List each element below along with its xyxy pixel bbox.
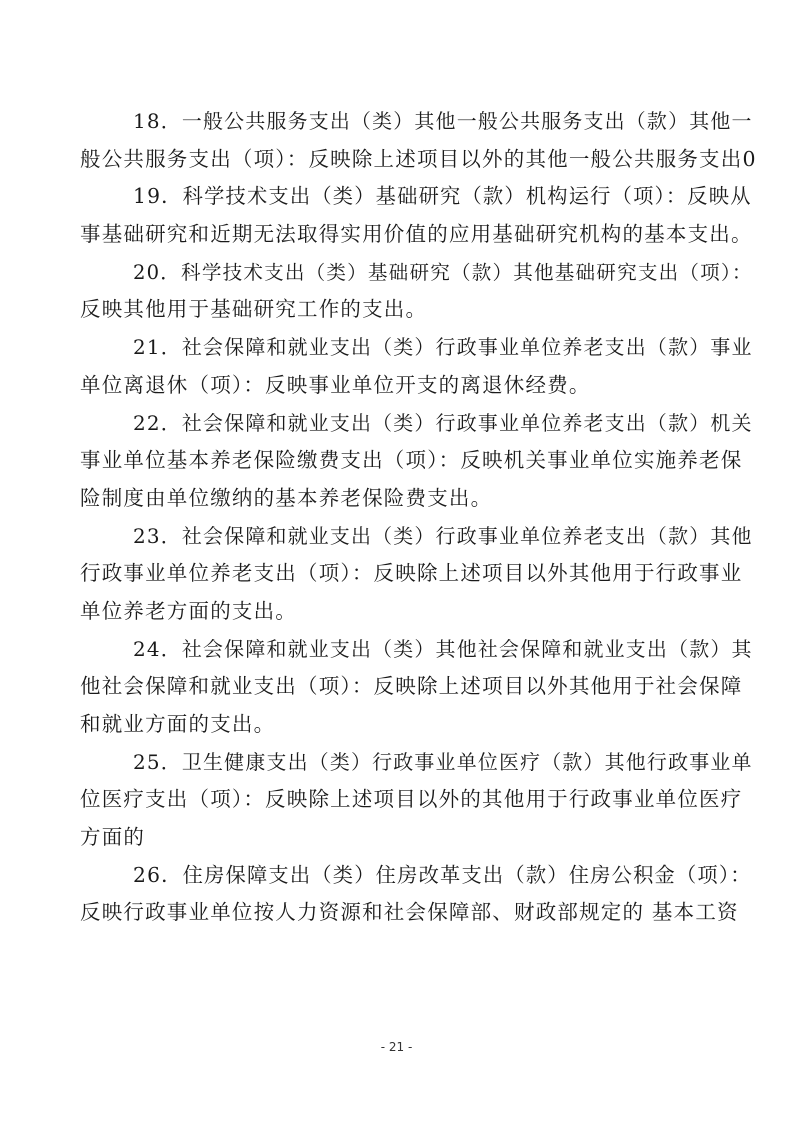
paragraph-line: 20．科学技术支出（类）基础研究（款）其他基础研究支出（项）： bbox=[133, 260, 753, 284]
paragraph-line: 反映其他用于基础研究工作的支出。 bbox=[80, 297, 428, 322]
paragraph-line: 18．一般公共服务支出（类）其他一般公共服务支出（款）其他一 bbox=[133, 109, 753, 133]
paragraph-line: 21．社会保障和就业支出（类）行政事业单位养老支出（款）事业 bbox=[133, 335, 753, 360]
paragraph-line: 事业单位基本养老保险缴费支出（项）：反映机关事业单位实施养老保 bbox=[80, 448, 743, 473]
paragraph-line: 般公共服务支出（项）：反映除上述项目以外的其他一般公共服务支出0 bbox=[80, 146, 757, 171]
paragraph-line: 单位养老方面的支出。 bbox=[80, 598, 297, 623]
paragraph-line: 25．卫生健康支出（类）行政事业单位医疗（款）其他行政事业单 bbox=[133, 749, 753, 774]
paragraph-line: 行政事业单位养老支出（项）：反映除上述项目以外其他用于行政事业 bbox=[80, 561, 743, 586]
paragraph-line: 反映行政事业单位按人力资源和社会保障部、财政部规定的 基本工资 bbox=[80, 900, 739, 925]
paragraph-line: 22．社会保障和就业支出（类）行政事业单位养老支出（款）机关 bbox=[133, 410, 753, 435]
paragraph-line: 和就业方面的支出。 bbox=[80, 712, 276, 736]
paragraph-line: 险制度由单位缴纳的基本养老保险费支出。 bbox=[80, 485, 493, 510]
document-body bbox=[80, 103, 758, 932]
paragraph-line: 位医疗支出（项）：反映除上述项目以外的其他用于行政事业单位医疗 bbox=[80, 787, 743, 812]
paragraph-line: 26．住房保障支出（类）住房改革支出（款）住房公积金（项）： bbox=[133, 862, 752, 887]
paragraph-line: 23．社会保障和就业支出（类）行政事业单位养老支出（款）其他 bbox=[133, 523, 753, 548]
paragraph-line: 方面的 bbox=[80, 825, 146, 850]
paragraph-line: 他社会保障和就业支出（项）：反映除上述项目以外其他用于社会保障 bbox=[80, 674, 743, 699]
paragraph-line: 单位离退休（项）：反映事业单位开支的离退休经费。 bbox=[80, 372, 591, 397]
paragraph-line: 19．科学技术支出（类）基础研究（款）机构运行（项）：反映从 bbox=[133, 184, 752, 209]
page-number: - 21 - bbox=[380, 1040, 413, 1054]
paragraph-line: 24．社会保障和就业支出（类）其他社会保障和就业支出（款）其 bbox=[133, 636, 753, 661]
paragraph-line: 事基础研究和近期无法取得实用价值的应用基础研究机构的基本支出。 bbox=[80, 222, 753, 247]
